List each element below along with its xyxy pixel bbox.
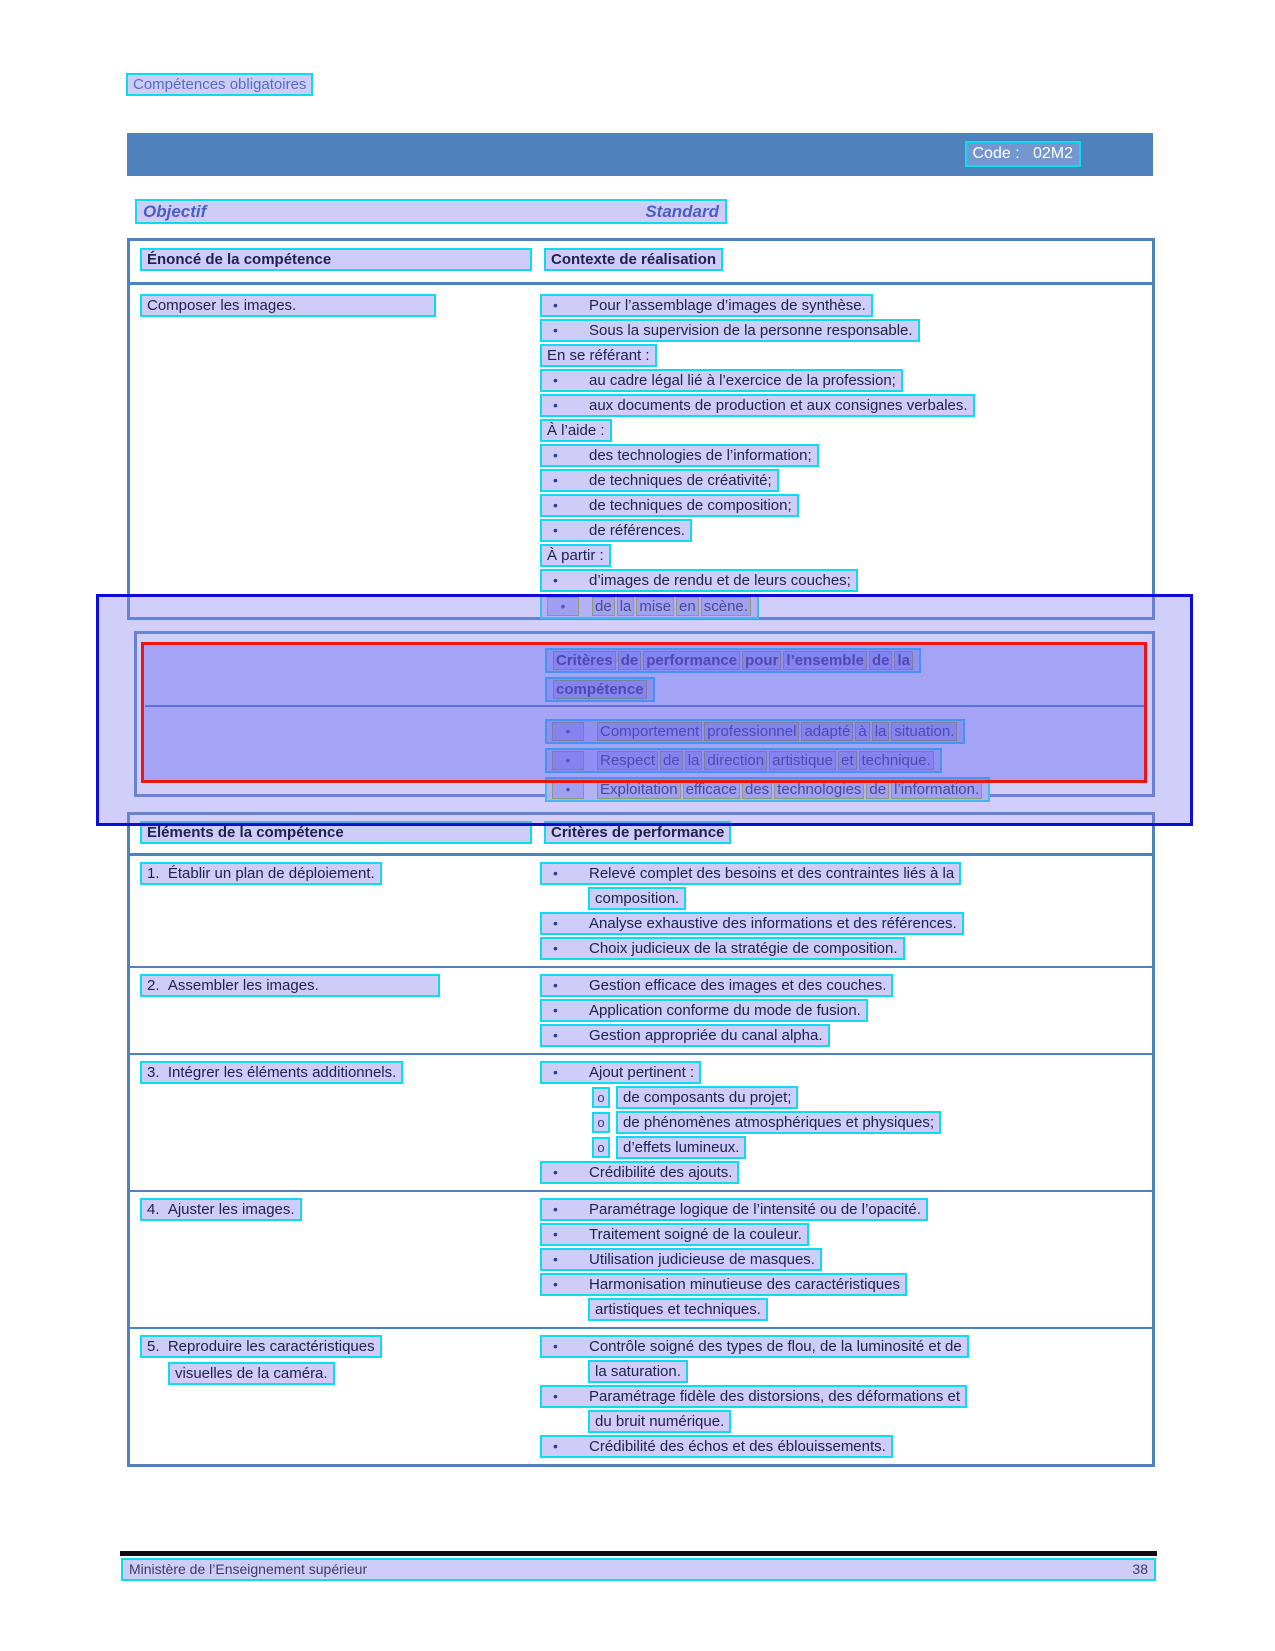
table-criteres-ensemble <box>134 631 1155 797</box>
list-line <box>540 394 1152 417</box>
table-row <box>130 1327 1152 1464</box>
line-highlight: visuelles de la caméra. <box>168 1362 335 1385</box>
footer-rule <box>120 1551 1157 1556</box>
criteres-list <box>540 1335 1152 1458</box>
list-line <box>540 294 1152 317</box>
contexte-list <box>540 294 1152 619</box>
line-highlight: de composants du projet; <box>616 1086 798 1109</box>
word-box: l’ensemble <box>783 651 867 670</box>
list-line <box>540 974 1152 997</box>
bullet-icon: • <box>553 865 558 881</box>
line-highlight: 1. Établir un plan de déploiement. <box>140 862 382 885</box>
bullet-icon: • <box>553 1276 558 1292</box>
red-annotation-box[interactable] <box>141 642 1147 783</box>
list-line <box>592 1111 1152 1134</box>
bullet-icon: • <box>553 915 558 931</box>
word-box: de <box>592 597 615 616</box>
sub-bullet-icon: o <box>592 1137 610 1158</box>
word-box: pour <box>742 651 781 670</box>
line-highlight: • Pour l’assemblage d’images de synthèse. <box>540 294 873 317</box>
element-label <box>168 1362 382 1385</box>
line-highlight: • de références. <box>540 519 692 542</box>
line-highlight: • Paramétrage fidèle des distorsions, des déformations et <box>540 1385 967 1408</box>
list-line <box>540 369 1152 392</box>
bullet-icon: • <box>553 1226 558 1242</box>
line-highlight: • Traitement soigné de la couleur. <box>540 1223 809 1246</box>
word-box: efficace <box>683 780 740 799</box>
bullet-icon: • <box>553 1164 558 1180</box>
document-title <box>126 73 313 96</box>
table-rows <box>130 856 1152 1464</box>
word-box: Critères <box>553 651 616 670</box>
word-box: mise <box>636 597 674 616</box>
footer <box>121 1558 1156 1581</box>
list-line <box>588 887 1152 910</box>
table-header-row <box>130 241 1152 285</box>
bullet-icon: • <box>552 780 584 799</box>
line-highlight: • des technologies de l’information; <box>540 444 819 467</box>
line-highlight: • aux documents de production et aux consignes verbales. <box>540 394 975 417</box>
list-line <box>540 1198 1152 1221</box>
list-line <box>588 1410 1152 1433</box>
list-line <box>540 319 1152 342</box>
bullet-icon: • <box>547 597 579 616</box>
criteres-list <box>540 862 1152 960</box>
list-line <box>540 912 1152 935</box>
bullet-icon: • <box>553 1201 558 1217</box>
line-highlight: • au cadre légal lié à l’exercice de la profession; <box>540 369 903 392</box>
line-highlight: de phénomènes atmosphériques et physiques; <box>616 1111 941 1134</box>
word-box: professionnel <box>704 722 799 741</box>
list-line <box>540 1248 1152 1271</box>
table-row <box>130 856 1152 966</box>
line-highlight: • Ajout pertinent : <box>540 1061 701 1084</box>
bullet-icon: • <box>553 447 558 463</box>
word-box: situation. <box>891 722 957 741</box>
table-row <box>130 966 1152 1053</box>
word-box: adapté <box>801 722 853 741</box>
list-line <box>540 519 1152 542</box>
left-cell <box>140 974 440 1001</box>
word-box: direction <box>704 751 767 770</box>
bullet-icon: • <box>553 940 558 956</box>
line-highlight: • de techniques de composition; <box>540 494 799 517</box>
left-cell <box>140 294 436 317</box>
bullet-icon: • <box>552 751 584 770</box>
line-highlight: • Utilisation judicieuse de masques. <box>540 1248 822 1271</box>
list-line <box>540 1061 1152 1084</box>
line-highlight: la saturation. <box>588 1360 688 1383</box>
bullet-icon: • <box>553 1027 558 1043</box>
line-highlight: • de techniques de créativité; <box>540 469 779 492</box>
word-box: la <box>617 597 635 616</box>
line-highlight: artistiques et techniques. <box>588 1298 768 1321</box>
word-box: de <box>869 651 893 670</box>
list-line <box>588 1360 1152 1383</box>
list-line <box>592 1136 1152 1159</box>
sub-bullet-icon: o <box>592 1112 610 1133</box>
line-highlight: • Crédibilité des échos et des éblouissements. <box>540 1435 893 1458</box>
table-enonce-contexte <box>127 238 1155 620</box>
bullet-icon: • <box>553 397 558 413</box>
bullet-icon: • <box>553 1002 558 1018</box>
list-line <box>540 1335 1152 1358</box>
line-highlight: À partir : <box>540 544 611 567</box>
col-header-enonce: Énoncé de la compétence <box>140 248 532 271</box>
bullet-icon: • <box>553 1388 558 1404</box>
list-line <box>540 544 1152 567</box>
line-highlight: • Harmonisation minutieuse des caractéristiques <box>540 1273 907 1296</box>
word-box: Comportement <box>597 722 702 741</box>
line-highlight: 3. Intégrer les éléments additionnels. <box>140 1061 403 1084</box>
line-highlight: 2. Assembler les images. <box>140 974 440 997</box>
line-highlight: du bruit numérique. <box>588 1410 731 1433</box>
line-highlight: • d’images de rendu et de leurs couches; <box>540 569 858 592</box>
line-highlight: • Paramétrage logique de l’intensité ou de l’opacité. <box>540 1198 928 1221</box>
word-box: à <box>855 722 869 741</box>
word-box: technique. <box>859 751 934 770</box>
word-box: de <box>866 780 889 799</box>
col-header-elements: Éléments de la compétence <box>140 821 532 844</box>
word-box: l’information. <box>891 780 982 799</box>
list-line <box>540 494 1152 517</box>
list-line <box>540 469 1152 492</box>
word-box: scène. <box>701 597 751 616</box>
list-line <box>540 1435 1152 1458</box>
bullet-icon: • <box>553 472 558 488</box>
standard-title: Standard <box>645 202 719 221</box>
table-elements-criteres <box>127 812 1155 1467</box>
list-line <box>540 862 1152 885</box>
list-line <box>540 419 1152 442</box>
list-line <box>540 1273 1152 1296</box>
word-box: la <box>872 722 890 741</box>
element-label <box>140 1335 382 1358</box>
objectif-standard-bar <box>135 199 727 224</box>
objectif-title: Objectif <box>143 202 207 221</box>
line-highlight: En se référant : <box>540 344 657 367</box>
bullet-icon: • <box>553 977 558 993</box>
word-box: en <box>676 597 699 616</box>
word-box: la <box>894 651 913 670</box>
bullet-icon: • <box>553 572 558 588</box>
bullet-icon: • <box>553 497 558 513</box>
word-box: artistique <box>769 751 836 770</box>
line-highlight: 5. Reproduire les caractéristiques <box>140 1335 382 1358</box>
footer-ministry: Ministère de l’Enseignement supérieur <box>129 1561 368 1577</box>
list-line <box>540 1223 1152 1246</box>
word-box: des <box>742 780 772 799</box>
bullet-icon: • <box>553 372 558 388</box>
word-box: Exploitation <box>597 780 681 799</box>
top-label-highlight: Compétences obligatoires <box>126 73 313 96</box>
left-cell <box>140 862 382 889</box>
word-box: la <box>685 751 703 770</box>
line-highlight: 4. Ajuster les images. <box>140 1198 302 1221</box>
element-label <box>140 1061 403 1084</box>
list-line <box>592 1086 1152 1109</box>
word-box: et <box>838 751 857 770</box>
word-box: de <box>660 751 683 770</box>
element-label <box>140 862 382 885</box>
criteres-list <box>540 1061 1152 1184</box>
line-highlight: À l’aide : <box>540 419 612 442</box>
line-highlight: • Application conforme du mode de fusion. <box>540 999 868 1022</box>
competence-statement: Composer les images. <box>140 294 436 317</box>
list-line <box>540 1024 1152 1047</box>
word-box: de <box>618 651 642 670</box>
list-line <box>540 1161 1152 1184</box>
element-label <box>140 974 440 997</box>
bullet-icon: • <box>552 722 584 741</box>
code-badge: Code : 02M2 <box>965 141 1082 167</box>
line-highlight: • Analyse exhaustive des informations et des références. <box>540 912 964 935</box>
table-row <box>130 1190 1152 1327</box>
footer-page-number: 38 <box>1132 1561 1148 1577</box>
list-line <box>540 937 1152 960</box>
bullet-icon: • <box>553 1251 558 1267</box>
line-highlight: • Relevé complet des besoins et des contraintes liés à la <box>540 862 961 885</box>
left-cell <box>140 1198 302 1225</box>
line-highlight: • Gestion efficace des images et des couches. <box>540 974 893 997</box>
line-highlight: composition. <box>588 887 686 910</box>
table-row <box>130 1053 1152 1190</box>
line-highlight: • Contrôle soigné des types de flou, de la luminosité et de <box>540 1335 969 1358</box>
bullet-icon: • <box>553 1438 558 1454</box>
word-box: Respect <box>597 751 658 770</box>
header-bar <box>127 133 1153 176</box>
sub-bullet-icon: o <box>592 1087 610 1108</box>
criteres-list <box>540 1198 1152 1321</box>
bullet-icon: • <box>553 297 558 313</box>
bullet-icon: • <box>553 1064 558 1080</box>
left-cell <box>140 1061 403 1088</box>
left-cell <box>140 1335 382 1389</box>
list-line <box>540 569 1152 592</box>
list-line <box>540 1385 1152 1408</box>
line-highlight: • Crédibilité des ajouts. <box>540 1161 739 1184</box>
list-line <box>540 444 1152 467</box>
element-label <box>140 1198 302 1221</box>
line-highlight: • Sous la supervision de la personne responsable. <box>540 319 920 342</box>
criteres-list <box>540 974 1152 1047</box>
col-header-contexte: Contexte de réalisation <box>544 248 723 271</box>
word-box: performance <box>643 651 740 670</box>
line-highlight: • Gestion appropriée du canal alpha. <box>540 1024 830 1047</box>
line-highlight: • Choix judicieux de la stratégie de composition. <box>540 937 905 960</box>
list-line <box>540 999 1152 1022</box>
bullet-icon: • <box>553 322 558 338</box>
col-header-criteres: Critères de performance <box>544 821 731 844</box>
bullet-icon: • <box>553 1338 558 1354</box>
bullet-icon: • <box>553 522 558 538</box>
word-box: compétence <box>553 680 647 699</box>
list-line <box>588 1298 1152 1321</box>
table-body <box>130 285 1152 619</box>
line-highlight: d’effets lumineux. <box>616 1136 746 1159</box>
list-line <box>540 344 1152 367</box>
word-box: technologies <box>774 780 864 799</box>
